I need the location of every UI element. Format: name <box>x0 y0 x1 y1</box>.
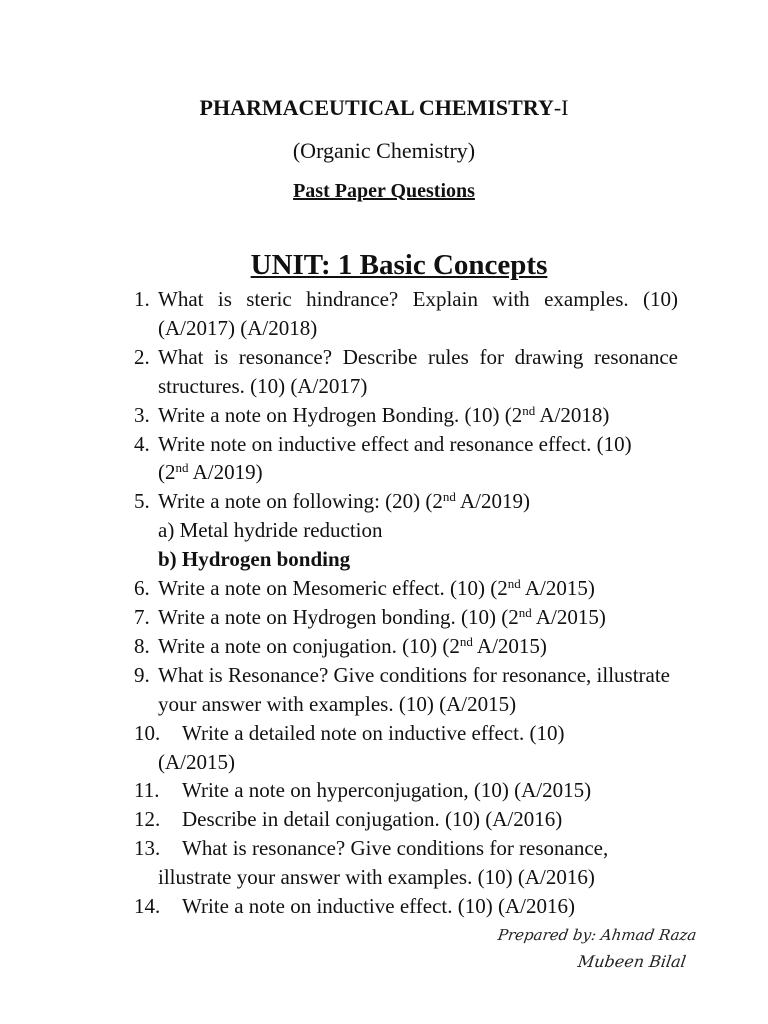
question-text-part: A/2019) <box>188 460 263 485</box>
sub-question-a: a) Metal hydride reduction <box>158 518 383 543</box>
document-subtitle: (Organic Chemistry) <box>292 138 476 163</box>
question-text: What is resonance? Describe rules for drawing resonance structures. (10) (A/2017) <box>158 344 678 398</box>
question-list <box>134 285 678 921</box>
title-bold-text: PHARMACEUTICAL CHEMISTRY <box>199 95 554 120</box>
question-text-part: Describe in detail conjugation. (10) (A/2016) <box>182 807 563 832</box>
question-item <box>134 892 678 921</box>
question-text: What is Resonance? Give conditions for resonance, illustrate your answer with examples. (10) (A/2015) <box>158 662 670 716</box>
document-title <box>0 95 768 121</box>
section-label: Past Paper Questions <box>293 180 475 202</box>
question-text <box>158 401 678 430</box>
question-number: 2. <box>134 344 150 369</box>
ordinal-superscript: nd <box>459 633 473 649</box>
question-item <box>134 401 678 430</box>
question-text <box>158 487 678 516</box>
title-suffix-text: -I <box>553 95 569 120</box>
question-item <box>134 343 678 401</box>
question-number: 13. <box>134 836 161 861</box>
question-number: 12. <box>134 807 161 832</box>
ordinal-superscript: nd <box>507 576 521 592</box>
question-number: 9. <box>134 662 150 687</box>
unit-heading: UNIT: 1 Basic Concepts <box>250 249 548 281</box>
ordinal-superscript: nd <box>175 460 189 476</box>
prepared-by-signature: Prepared by: Ahmad Raza <box>496 926 698 944</box>
question-item <box>134 805 678 834</box>
question-text <box>158 776 678 805</box>
question-number: 11. <box>134 778 160 803</box>
sub-question-b: b) Hydrogen bonding <box>158 547 351 572</box>
question-item <box>134 574 678 603</box>
question-item <box>134 487 678 574</box>
question-number: 1. <box>134 287 150 311</box>
question-item <box>134 603 678 632</box>
question-text-continuation: illustrate your answer with examples. (10) (A/2016) <box>158 865 595 890</box>
question-number: 6. <box>134 576 150 601</box>
question-number: 14. <box>134 894 161 919</box>
question-text <box>158 632 678 661</box>
question-text-part: Write a detailed note on inductive effect. (10) <box>182 720 565 745</box>
question-text <box>158 603 678 632</box>
question-text-part: Write a note on following: (20) (2 <box>158 489 443 514</box>
question-item <box>134 285 678 343</box>
question-text-part: A/2018) <box>535 402 610 427</box>
question-text-part: Write a note on conjugation. (10) (2 <box>158 633 460 658</box>
question-item <box>134 776 678 805</box>
question-text-part: Write a note on hyperconjugation, (10) (A/2015) <box>182 778 592 803</box>
question-text <box>158 892 678 921</box>
question-text: Write note on inductive effect and resonance effect. (10) <box>158 431 632 456</box>
question-item <box>134 632 678 661</box>
question-item <box>134 719 678 777</box>
question-text <box>158 834 678 863</box>
question-text-part: A/2015) <box>472 633 547 658</box>
question-text-continuation: (A/2015) <box>158 749 235 774</box>
question-text-part: Write a note on Hydrogen Bonding. (10) (2 <box>158 402 523 427</box>
ordinal-superscript: nd <box>522 402 536 418</box>
question-item <box>134 430 678 488</box>
question-text-part: (2 <box>158 460 176 485</box>
question-text-part: Write a note on Mesomeric effect. (10) (2 <box>158 576 508 601</box>
question-text-part: A/2015) <box>531 604 606 629</box>
question-item <box>134 661 678 719</box>
question-number: 10. <box>134 720 161 745</box>
question-number: 5. <box>134 489 150 514</box>
question-number: 4. <box>134 431 150 456</box>
question-text-part: A/2015) <box>520 576 595 601</box>
question-number: 7. <box>134 604 150 629</box>
question-text <box>158 574 678 603</box>
question-number: 3. <box>134 402 150 427</box>
question-text-part: A/2019) <box>455 489 531 514</box>
question-text-part: What is resonance? Give conditions for resonance, <box>182 836 609 861</box>
question-text <box>158 719 678 748</box>
author-signature: Mubeen Bilal <box>576 952 688 971</box>
ordinal-superscript: nd <box>518 604 532 620</box>
question-text-part: Write a note on inductive effect. (10) (A/2016) <box>182 894 575 919</box>
ordinal-superscript: nd <box>442 489 456 505</box>
question-text-part: Write a note on Hydrogen bonding. (10) (2 <box>158 604 519 629</box>
question-item <box>134 834 678 892</box>
question-number: 8. <box>134 633 150 658</box>
question-text <box>158 805 678 834</box>
question-text: What is steric hindrance? Explain with examples. (10) (A/2017) (A/2018) <box>158 287 678 340</box>
question-text-continuation <box>158 458 678 487</box>
